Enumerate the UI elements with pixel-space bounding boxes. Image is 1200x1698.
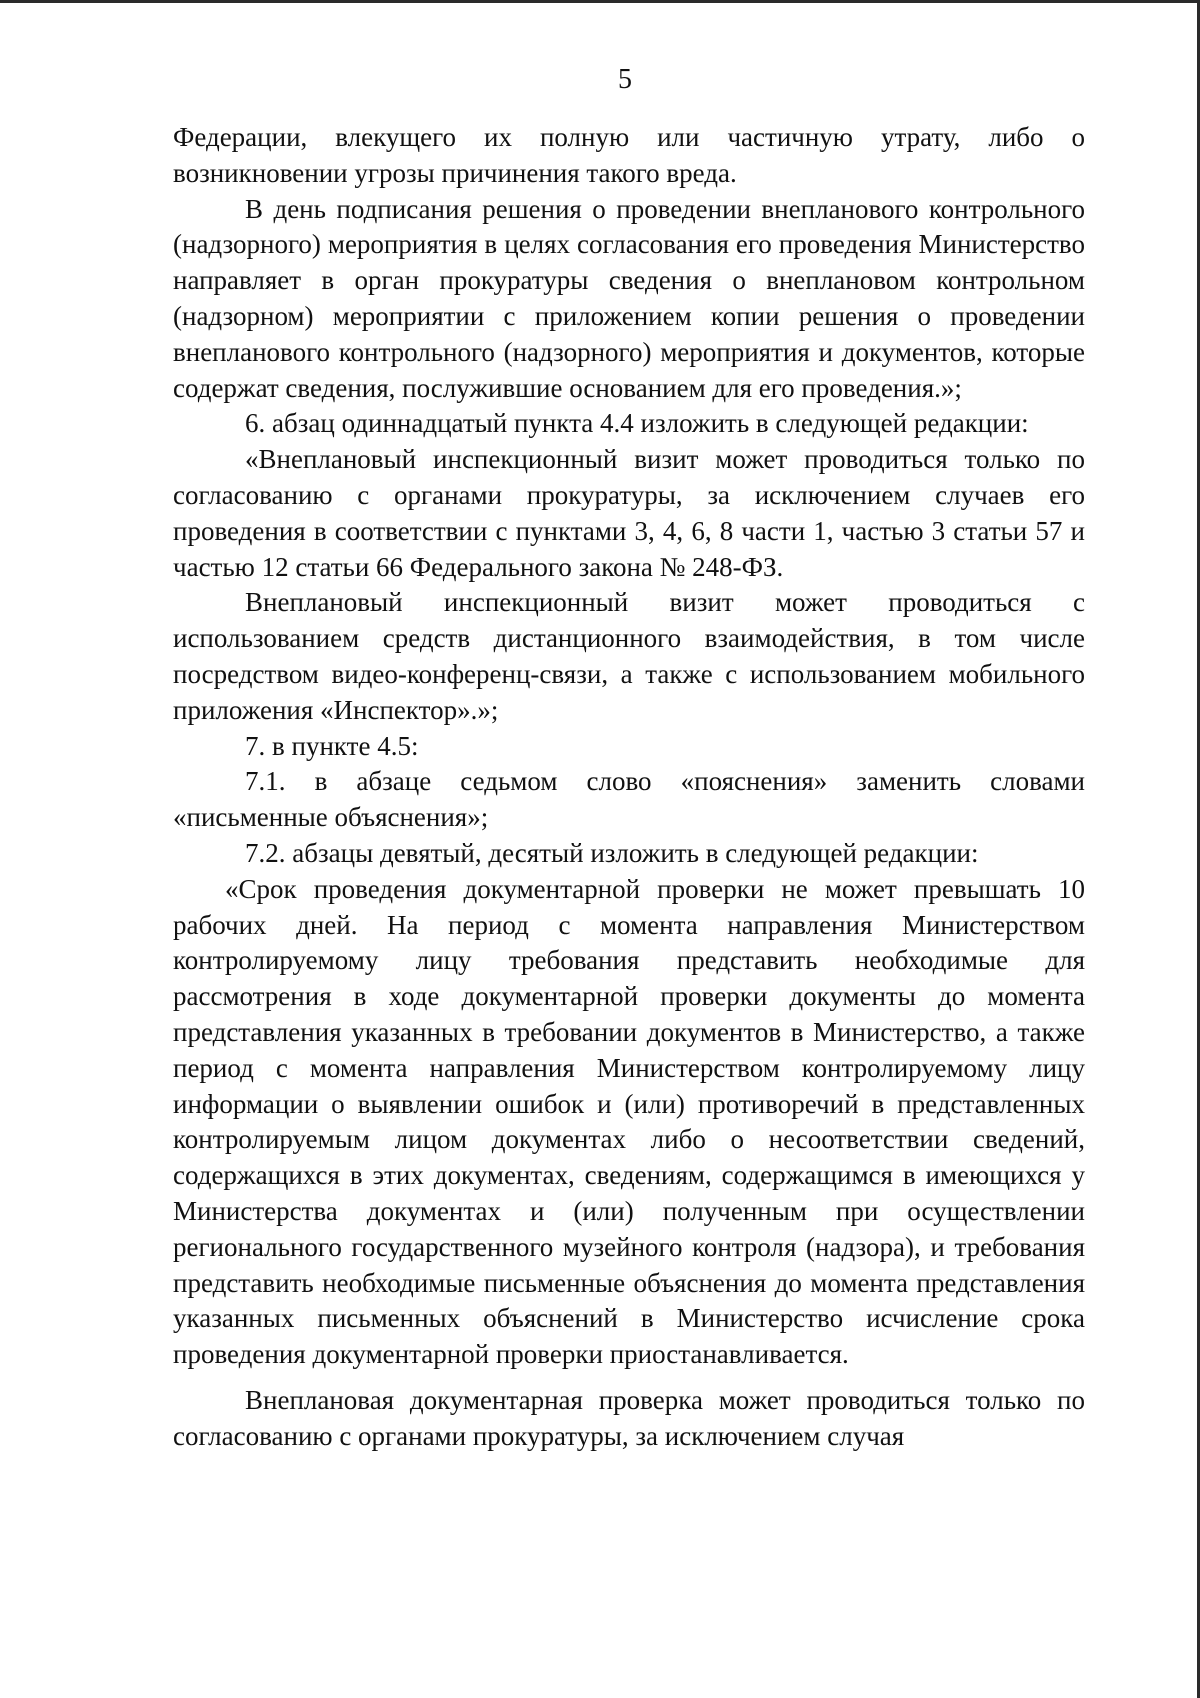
paragraph-item-7-1: 7.1. в абзаце седьмом слово «пояснения» заменить словами «письменные объяснения»; [173,766,1085,833]
page-number: 5 [618,64,632,95]
paragraph-item-7-2: 7.2. абзацы девятый, десятый изложить в следующей редакции: [245,837,979,868]
paragraph-item-7: 7. в пункте 4.5: [245,730,419,761]
scan-top-edge [0,0,1200,3]
paragraph-inspection-visit: «Внеплановый инспекционный визит может проводиться только по согласованию с органами прокуратуры, за исключением случаев его проведения в соответствии с пунктами 3, 4, 6, 8 части 1, частью 3 статьи 57 и частью 12 статьи 66 Федерального закона № 248-ФЗ. [173,444,1085,582]
paragraph-documentary-check-term: «Срок проведения документарной проверки не может превышать 10 рабочих дней. На период с момента направления Министерством контролируемому лицу требования представить необходимые для рассмотрения в ходе документарной проверки документы до момента представления указанных в требовании документов в Министерство, а также период с момента направления Министерством контролируемому лицу информации о выявлении ошибок и (или) противоречий в представленных контролируемым лицом документах либо о несоответствии сведений, содержащихся в этих документах, сведениям, содержащимся в имеющихся у Министерства документах и (или) полученным при осуществлении регионального государственного музейного контроля (надзора), и требования представить необходимые письменные объяснения до момента представления указанных письменных объяснений в Министерство исчисление срока проведения документарной проверки приостанавливается. [173,873,1085,1370]
paragraph-remote-visit: Внеплановый инспекционный визит может проводиться с использованием средств дистанционного взаимодействия, в том числе посредством видео-конференц-связи, а также с использованием мобильного приложения «Инспектор».»; [173,587,1085,725]
document-body [173,120,1085,1454]
paragraph-unscheduled-documentary-check: Внеплановая документарная проверка может проводиться только по согласованию с органами прокуратуры, за исключением случая [173,1384,1085,1451]
paragraph-item-6: 6. абзац одиннадцатый пункта 4.4 изложить в следующей редакции: [245,408,1029,439]
paragraph-continuation: Федерации, влекущего их полную или частичную утрату, либо о возникновении угрозы причинения такого вреда. [173,122,1085,188]
paragraph-approval-day: В день подписания решения о проведении внепланового контрольного (надзорного) мероприятия в целях согласования его проведения Министерство направляет в орган прокуратуры сведения о внеплановом контрольном (надзорном) мероприятии с приложением копии решения о проведении внепланового контрольного (надзорного) мероприятия и документов, которые содержат сведения, послужившие основанием для его проведения.»; [173,193,1085,403]
